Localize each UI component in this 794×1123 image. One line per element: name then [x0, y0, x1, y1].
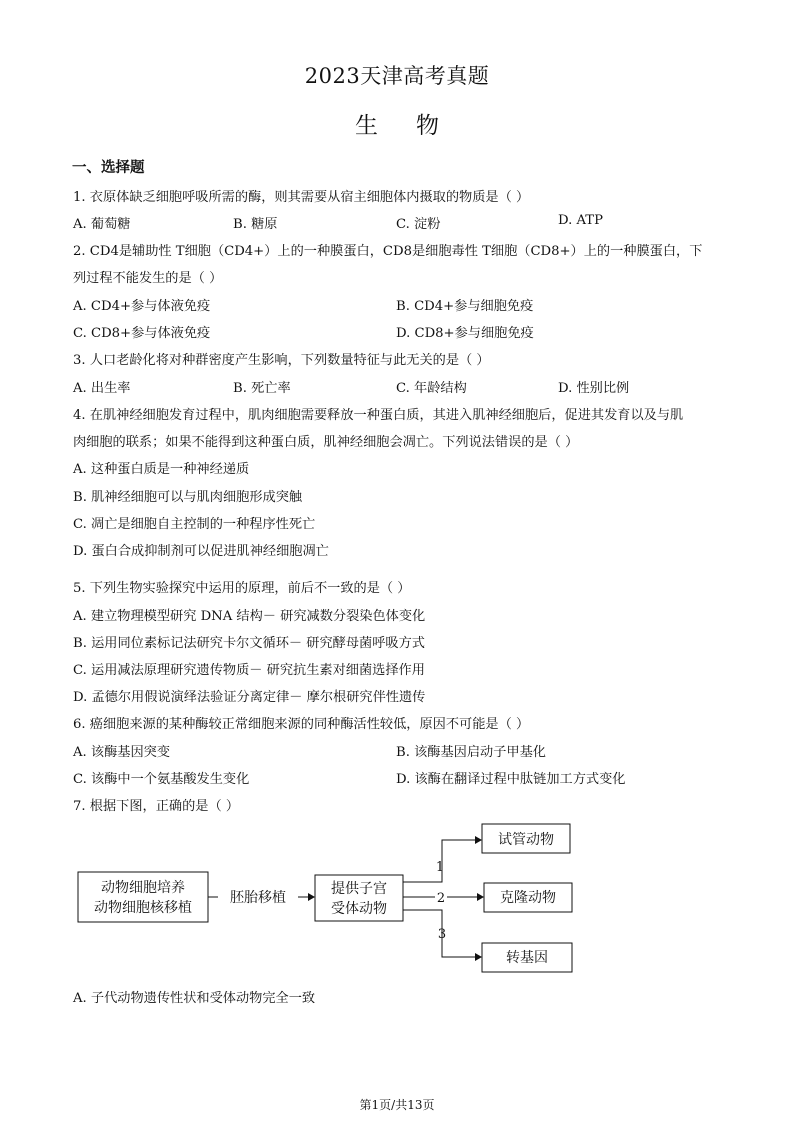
question-1-option-b: B. 糖原 [233, 217, 278, 232]
question-1-option-c: C. 淀粉 [396, 217, 441, 232]
left-box-line2: 动物细胞核移植 [94, 900, 192, 916]
output-3-label: 转基因 [506, 950, 548, 966]
question-4-option-b: B. 肌神经细胞可以与肌肉细胞形成突触 [73, 490, 303, 505]
question-5-option-c: C. 运用减法原理研究遗传物质－ 研究抗生素对细菌选择作用 [73, 663, 425, 678]
question-2-option-a: A. CD4+参与体液免疫 [73, 299, 211, 314]
question-3-stem: 3. 人口老龄化将对种群密度产生影响，下列数量特征与此无关的是（ ） [73, 353, 490, 368]
question-4-stem-line1: 4. 在肌神经细胞发育过程中，肌肉细胞需要释放一种蛋白质，其进入肌神经细胞后，促进其发育以及与肌 [73, 408, 684, 423]
question-5-option-b: B. 运用同位素标记法研究卡尔文循环－ 研究酵母菌呼吸方式 [73, 636, 425, 651]
arrowhead-2 [477, 893, 484, 901]
question-5-option-d: D. 孟德尔用假说演绎法验证分离定律－ 摩尔根研究伴性遗传 [73, 690, 426, 705]
left-box-line1: 动物细胞培养 [101, 880, 185, 896]
flow-diagram [70, 820, 590, 980]
question-7-stem: 7. 根据下图，正确的是（ ） [73, 799, 240, 814]
question-2-stem-line2: 列过程不能发生的是（ ） [73, 271, 223, 286]
question-6-option-d: D. 该酶在翻译过程中肽链加工方式变化 [396, 772, 626, 787]
question-5-stem: 5. 下列生物实验探究中运用的原理，前后不一致的是（ ） [73, 581, 411, 596]
arrowhead-mid [308, 893, 315, 901]
branch-label-1: 1 [435, 860, 445, 875]
question-1-option-a: A. 葡萄糖 [73, 217, 131, 232]
question-4-option-d: D. 蛋白合成抑制剂可以促进肌神经细胞凋亡 [73, 544, 329, 559]
question-3-option-b: B. 死亡率 [233, 381, 291, 396]
question-4-stem-line2: 肉细胞的联系；如果不能得到这种蛋白质，肌神经细胞会凋亡。下列说法错误的是（ ） [73, 435, 579, 450]
arrowhead-1 [475, 836, 482, 844]
question-6-option-b: B. 该酶基因启动子甲基化 [396, 745, 546, 760]
question-1-option-d: D. ATP [558, 213, 603, 228]
question-6-option-c: C. 该酶中一个氨基酸发生变化 [73, 772, 250, 787]
question-2-option-d: D. CD8+参与细胞免疫 [396, 326, 534, 341]
mid-box-line1: 提供子宫 [331, 881, 387, 897]
arrowhead-3 [475, 953, 482, 961]
question-3-option-d: D. 性别比例 [558, 381, 630, 396]
question-3-option-a: A. 出生率 [73, 381, 131, 396]
mid-box-line2: 受体动物 [331, 901, 387, 917]
question-2-option-c: C. CD8+参与体液免疫 [73, 326, 211, 341]
question-3-option-c: C. 年龄结构 [396, 381, 467, 396]
question-7-option-a: A. 子代动物遗传性状和受体动物完全一致 [73, 991, 316, 1006]
arrow-label: 胚胎移植 [230, 890, 286, 906]
question-2-stem-line1: 2. CD4是辅助性 T细胞（CD4+）上的一种膜蛋白，CD8是细胞毒性 T细胞（CD8+）上的一种膜蛋白，下 [73, 244, 703, 259]
page-footer: 第1页/共13页 [359, 1098, 435, 1112]
branch-label-3: 3 [437, 927, 447, 942]
question-4-option-c: C. 凋亡是细胞自主控制的一种程序性死亡 [73, 517, 316, 532]
question-6-stem: 6. 癌细胞来源的某种酶较正常细胞来源的同种酶活性较低，原因不可能是（ ） [73, 717, 530, 732]
question-5-option-a: A. 建立物理模型研究 DNA 结构－ 研究减数分裂染色体变化 [73, 609, 426, 624]
question-1-stem: 1. 衣原体缺乏细胞呼吸所需的酶，则其需要从宿主细胞体内摄取的物质是（ ） [73, 190, 530, 205]
page-title: 2023天津高考真题 [304, 64, 490, 88]
output-1-label: 试管动物 [498, 832, 554, 848]
section-heading: 一、选择题 [72, 160, 145, 176]
question-2-option-b: B. CD4+参与细胞免疫 [396, 299, 534, 314]
subject-title: 生物 [355, 113, 477, 139]
branch-label-2: 2 [436, 891, 446, 906]
output-2-label: 克隆动物 [500, 890, 556, 906]
question-4-option-a: A. 这种蛋白质是一种神经递质 [73, 462, 250, 477]
question-6-option-a: A. 该酶基因突变 [73, 745, 171, 760]
